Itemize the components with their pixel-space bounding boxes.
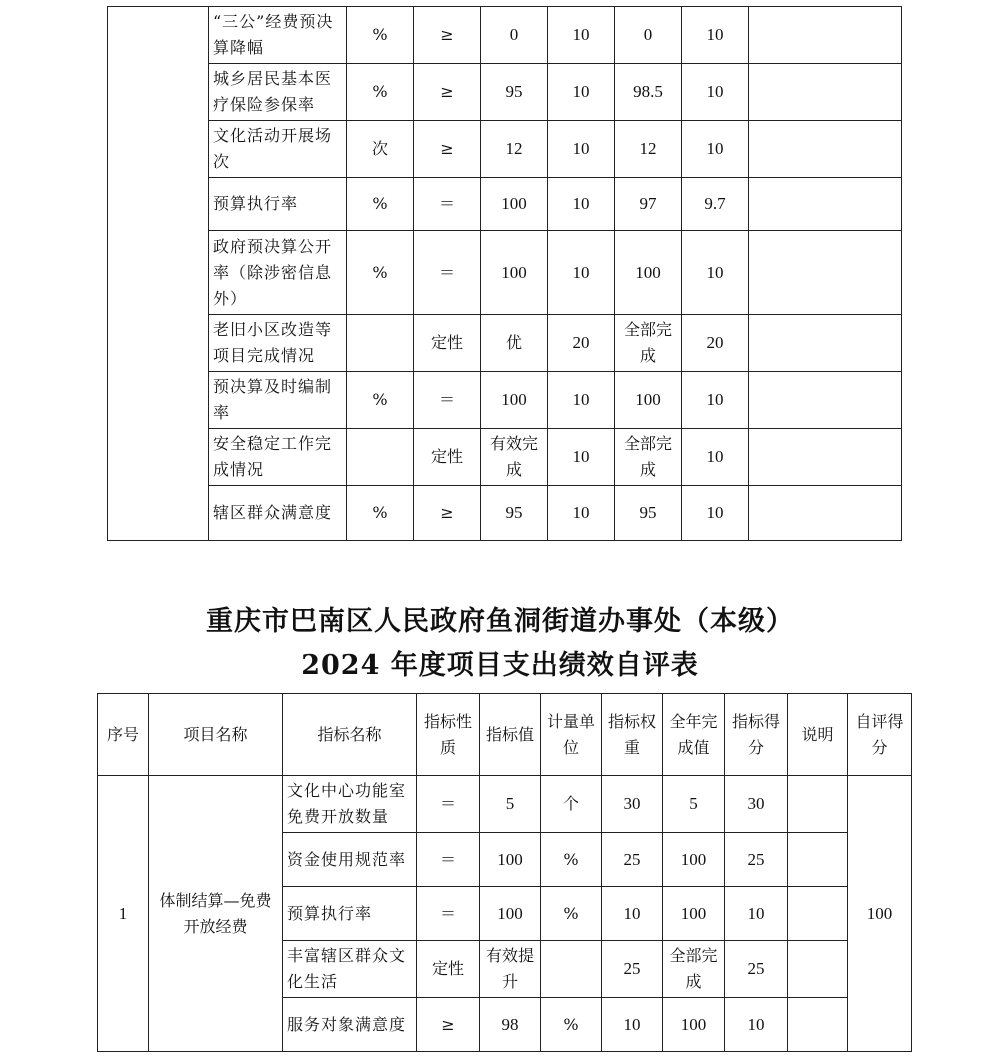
score-cell: 25 xyxy=(725,833,788,887)
unit-cell xyxy=(347,315,414,372)
weight-cell: 10 xyxy=(548,372,615,429)
indicator-name: 预算执行率 xyxy=(209,178,347,231)
actual-cell: 100 xyxy=(663,833,725,887)
weight-cell: 10 xyxy=(548,429,615,486)
note-cell xyxy=(749,372,902,429)
score-cell: 10 xyxy=(682,231,749,315)
nature-cell: ＝ xyxy=(417,776,480,833)
indicator-name: 政府预决算公开率（除涉密信息外） xyxy=(209,231,347,315)
actual-cell: 95 xyxy=(615,486,682,541)
weight-cell: 10 xyxy=(602,887,663,941)
actual-cell: 5 xyxy=(663,776,725,833)
indicator-name: “三公”经费预决算降幅 xyxy=(209,7,347,64)
score-cell: 10 xyxy=(682,64,749,121)
header-value: 指标值 xyxy=(480,694,541,776)
self-score-cell: 100 xyxy=(848,776,912,1052)
target-cell: 优 xyxy=(481,315,548,372)
score-cell: 10 xyxy=(682,7,749,64)
note-cell xyxy=(749,7,902,64)
table-header-row xyxy=(98,694,912,776)
unit-cell: % xyxy=(541,998,602,1052)
table-row xyxy=(108,64,902,121)
header-score: 指标得分 xyxy=(725,694,788,776)
indicator-name: 服务对象满意度 xyxy=(283,998,417,1052)
header-project: 项目名称 xyxy=(149,694,283,776)
actual-cell: 12 xyxy=(615,121,682,178)
header-seq: 序号 xyxy=(98,694,149,776)
target-cell: 95 xyxy=(481,64,548,121)
header-weight: 指标权重 xyxy=(602,694,663,776)
header-self-score: 自评得分 xyxy=(848,694,912,776)
table-row xyxy=(108,315,902,372)
actual-cell: 全部完成 xyxy=(663,941,725,998)
nature-cell: ＝ xyxy=(417,887,480,941)
unit-cell: % xyxy=(347,486,414,541)
page-title: 重庆市巴南区人民政府鱼洞街道办事处（本级） xyxy=(206,606,794,637)
table-row xyxy=(108,178,902,231)
operator-cell: ＝ xyxy=(414,372,481,429)
actual-cell: 全部完成 xyxy=(615,429,682,486)
table-row xyxy=(108,429,902,486)
operator-cell: ≥ xyxy=(414,486,481,541)
weight-cell: 10 xyxy=(548,178,615,231)
target-cell: 100 xyxy=(481,372,548,429)
unit-cell: % xyxy=(541,887,602,941)
score-cell: 10 xyxy=(682,429,749,486)
actual-cell: 0 xyxy=(615,7,682,64)
actual-cell: 全部完成 xyxy=(615,315,682,372)
operator-cell: 定性 xyxy=(414,315,481,372)
weight-cell: 10 xyxy=(548,121,615,178)
score-cell: 25 xyxy=(725,941,788,998)
actual-cell: 100 xyxy=(663,998,725,1052)
header-note: 说明 xyxy=(788,694,848,776)
score-cell: 10 xyxy=(725,887,788,941)
target-cell: 有效完成 xyxy=(481,429,548,486)
target-cell: 12 xyxy=(481,121,548,178)
note-cell xyxy=(749,486,902,541)
table-row xyxy=(108,121,902,178)
table-row xyxy=(98,776,912,833)
score-cell: 30 xyxy=(725,776,788,833)
unit-cell: % xyxy=(347,231,414,315)
indicator-name: 丰富辖区群众文化生活 xyxy=(283,941,417,998)
weight-cell: 10 xyxy=(602,998,663,1052)
unit-cell: % xyxy=(541,833,602,887)
value-cell: 100 xyxy=(480,833,541,887)
project-performance-table xyxy=(97,693,912,1052)
header-indicator: 指标名称 xyxy=(283,694,417,776)
target-cell: 100 xyxy=(481,231,548,315)
target-cell: 95 xyxy=(481,486,548,541)
header-actual: 全年完成值 xyxy=(663,694,725,776)
header-nature: 指标性质 xyxy=(417,694,480,776)
table-row xyxy=(108,7,902,64)
operator-cell: ≥ xyxy=(414,7,481,64)
header-unit: 计量单位 xyxy=(541,694,602,776)
nature-cell: 定性 xyxy=(417,941,480,998)
unit-cell: 次 xyxy=(347,121,414,178)
indicator-name: 文化活动开展场次 xyxy=(209,121,347,178)
weight-cell: 10 xyxy=(548,7,615,64)
nature-cell: ≥ xyxy=(417,998,480,1052)
weight-cell: 25 xyxy=(602,833,663,887)
operator-cell: ≥ xyxy=(414,64,481,121)
operator-cell: ＝ xyxy=(414,231,481,315)
target-cell: 100 xyxy=(481,178,548,231)
weight-cell: 10 xyxy=(548,231,615,315)
note-cell xyxy=(749,178,902,231)
unit-cell: % xyxy=(347,178,414,231)
page-subtitle: 2024 年度项目支出绩效自评表 xyxy=(301,650,699,681)
unit-cell: % xyxy=(347,7,414,64)
note-cell xyxy=(788,941,848,998)
unit-cell xyxy=(541,941,602,998)
score-cell: 10 xyxy=(725,998,788,1052)
note-cell xyxy=(749,231,902,315)
value-cell: 100 xyxy=(480,887,541,941)
score-cell: 20 xyxy=(682,315,749,372)
note-cell xyxy=(788,833,848,887)
weight-cell: 20 xyxy=(548,315,615,372)
score-cell: 10 xyxy=(682,372,749,429)
weight-cell: 30 xyxy=(602,776,663,833)
table-row xyxy=(108,231,902,315)
unit-cell: % xyxy=(347,372,414,429)
note-cell xyxy=(749,64,902,121)
actual-cell: 100 xyxy=(615,372,682,429)
indicator-name: 城乡居民基本医疗保险参保率 xyxy=(209,64,347,121)
indicator-name: 文化中心功能室免费开放数量 xyxy=(283,776,417,833)
seq-cell: 1 xyxy=(98,776,149,1052)
actual-cell: 98.5 xyxy=(615,64,682,121)
score-cell: 10 xyxy=(682,121,749,178)
value-cell: 98 xyxy=(480,998,541,1052)
note-cell xyxy=(749,121,902,178)
indicator-name: 辖区群众满意度 xyxy=(209,486,347,541)
note-cell xyxy=(749,429,902,486)
nature-cell: ＝ xyxy=(417,833,480,887)
operator-cell: 定性 xyxy=(414,429,481,486)
value-cell: 有效提升 xyxy=(480,941,541,998)
actual-cell: 100 xyxy=(663,887,725,941)
operator-cell: ≥ xyxy=(414,121,481,178)
unit-cell: % xyxy=(347,64,414,121)
note-cell xyxy=(788,998,848,1052)
indicator-name: 预算执行率 xyxy=(283,887,417,941)
operator-cell: ＝ xyxy=(414,178,481,231)
score-cell: 9.7 xyxy=(682,178,749,231)
indicator-name: 安全稳定工作完成情况 xyxy=(209,429,347,486)
value-cell: 5 xyxy=(480,776,541,833)
indicator-table-continued xyxy=(107,6,902,541)
unit-cell xyxy=(347,429,414,486)
indicator-name: 预决算及时编制率 xyxy=(209,372,347,429)
project-name-cell: 体制结算—免费开放经费 xyxy=(149,776,283,1052)
weight-cell: 10 xyxy=(548,486,615,541)
indicator-name: 老旧小区改造等项目完成情况 xyxy=(209,315,347,372)
unit-cell: 个 xyxy=(541,776,602,833)
indicator-name: 资金使用规范率 xyxy=(283,833,417,887)
actual-cell: 97 xyxy=(615,178,682,231)
weight-cell: 10 xyxy=(548,64,615,121)
score-cell: 10 xyxy=(682,486,749,541)
note-cell xyxy=(788,776,848,833)
note-cell xyxy=(749,315,902,372)
weight-cell: 25 xyxy=(602,941,663,998)
blank-group-cell xyxy=(108,7,209,541)
table-row xyxy=(108,372,902,429)
note-cell xyxy=(788,887,848,941)
target-cell: 0 xyxy=(481,7,548,64)
actual-cell: 100 xyxy=(615,231,682,315)
table-row xyxy=(108,486,902,541)
